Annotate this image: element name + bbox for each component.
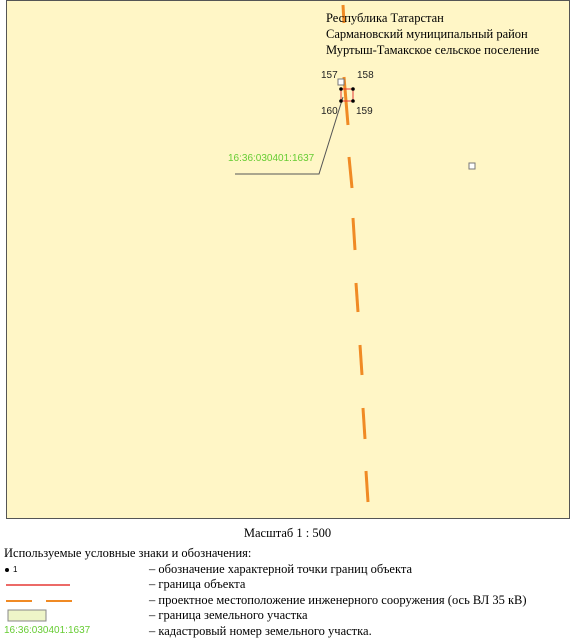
map-canvas [7,1,570,519]
map-scale: Масштаб 1 : 500 [243,526,332,540]
power-line-segment [363,408,365,439]
legend-item-cadastral [4,624,574,640]
point-label-158: 158 [357,70,374,81]
boundary-point-159 [351,99,355,103]
power-line-segment [353,218,355,250]
power-line-segment [349,157,352,188]
legend-item-point [4,562,574,578]
region-settlement: Муртыш-Тамакское сельское поселение [326,43,540,57]
parcel-marker [469,163,475,169]
boundary-point-158 [351,87,355,91]
legend-symbol-cadastral-text: 16:36:030401:1637 [4,625,91,636]
legend-symbol-power-line [4,593,144,609]
legend-desc-point: – обозначение характерной точки границ объекта [149,562,413,576]
legend-item-power-line [4,593,574,609]
legend-title: Используемые условные знаки и обозначения: [4,546,252,560]
legend-symbol-boundary [4,577,144,593]
legend-desc-cadastral: – кадастровый номер земельного участка. [149,624,372,638]
power-line-segment [366,471,368,502]
power-line-segment [356,283,358,312]
parcel-marker [338,79,344,85]
legend-item-boundary [4,577,574,593]
legend-symbol-point-number: 1 [13,565,18,574]
point-label-157: 157 [321,70,338,81]
cadastral-number-label: 16:36:030401:1637 [228,153,315,164]
legend-desc-parcel: – граница земельного участка [149,608,308,622]
power-line-segment [360,345,362,375]
legend-desc-power-line: – проектное местоположение инженерного сооружения (ось ВЛ 35 кВ) [149,593,527,607]
legend-item-parcel [4,608,574,624]
region-info [326,10,539,58]
point-label-160: 160 [321,106,338,117]
legend-desc-boundary: – граница объекта [149,577,246,591]
boundary-point-157 [339,87,343,91]
region-district: Сармановский муниципальный район [326,27,528,41]
legend-symbol-parcel [4,608,144,624]
point-label-159: 159 [356,106,373,117]
region-republic: Республика Татарстан [326,11,444,25]
legend-symbol-cadastral [4,624,144,640]
legend-symbol-point [4,562,144,578]
map-frame [6,0,570,519]
boundary-point-160 [339,99,343,103]
